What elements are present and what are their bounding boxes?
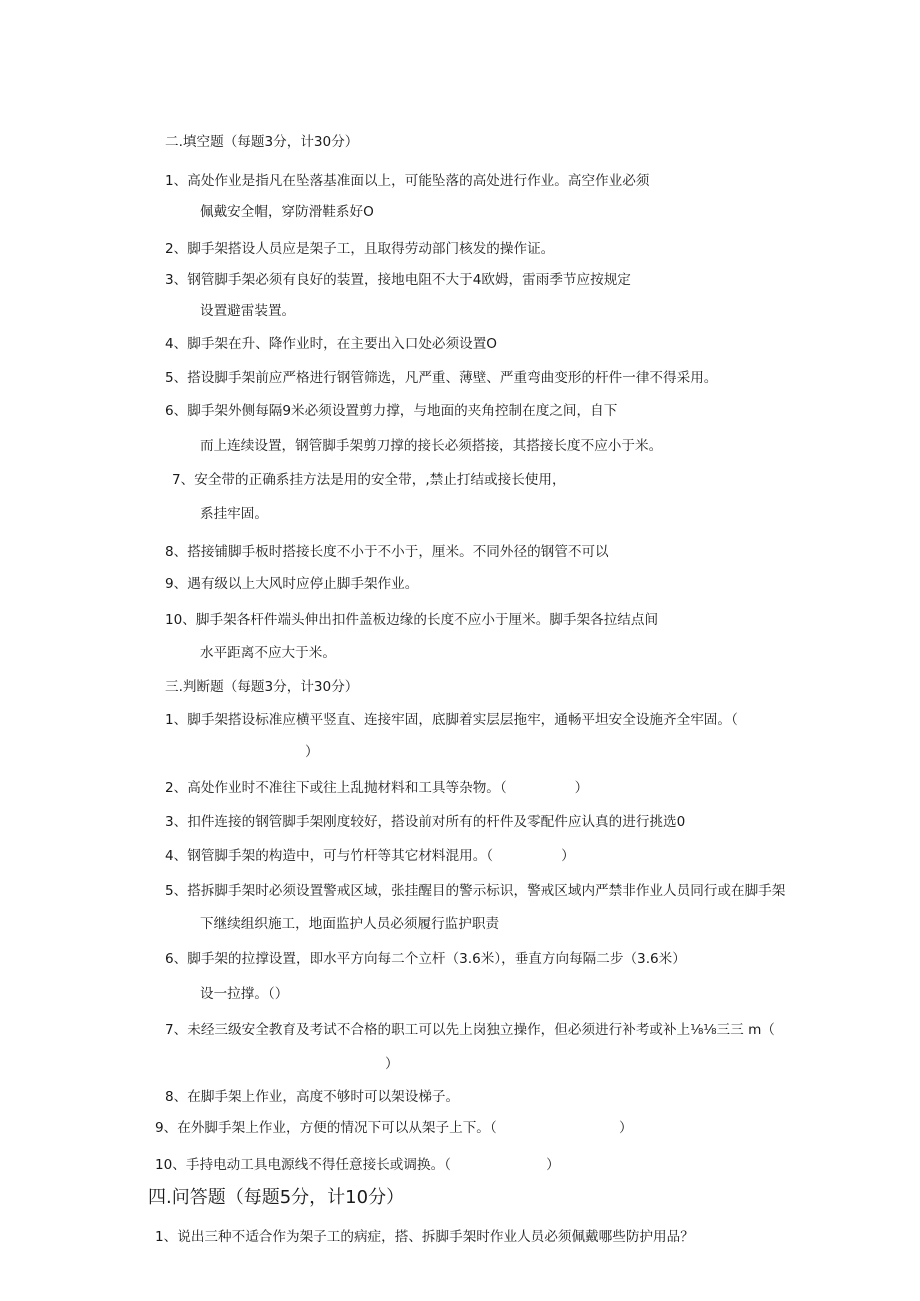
judge-q7-line1: 7、未经三级安全教育及考试不合格的职工可以先上岗独立操作，但必须进行补考或补上⅛⅛三三 m（ — [165, 1022, 775, 1038]
fill-q4: 4、脚手架在升、降作业时，在主要出入口处必须设置O — [165, 336, 498, 352]
section-2-heading: 二.填空题（每题3分，计30分） — [165, 134, 359, 150]
fill-q8: 8、搭接铺脚手板时搭接长度不小于不小于，厘米。不同外径的钢管不可以 — [165, 544, 609, 560]
judge-q8: 8、在脚手架上作业，高度不够时可以架设梯子。 — [165, 1089, 460, 1105]
judge-q7-line2: ） — [385, 1056, 399, 1072]
fill-q3-line2: 设置避雷装置。 — [200, 303, 296, 319]
judge-q6-line2: 设一拉撑。（） — [200, 986, 289, 1002]
judge-q9: 9、在外脚手架上作业，方便的情况下可以从架子上下。（ ） — [155, 1120, 633, 1136]
fill-q1-line1: 1、高处作业是指凡在坠落基准面以上，可能坠落的高处进行作业。高空作业必须 — [165, 173, 650, 189]
judge-q4: 4、钢管脚手架的构造中，可与竹杆等其它材料混用。（ ） — [165, 848, 575, 864]
judge-q1-line2: ） — [305, 744, 319, 760]
fill-q9: 9、遇有级以上大风时应停止脚手架作业。 — [165, 576, 419, 592]
judge-q5-line2: 下继续组织施工，地面监护人员必须履行监护职责 — [200, 916, 500, 932]
fill-q10-line1: 10、脚手架各杆件端头伸出扣件盖板边缘的长度不应小于厘米。脚手架各拉结点间 — [165, 612, 659, 628]
section-4-heading: 四.问答题（每题5分，计10分） — [148, 1187, 405, 1208]
judge-q2: 2、高处作业时不准往下或往上乱抛材料和工具等杂物。（ ） — [165, 780, 589, 796]
judge-q6-line1: 6、脚手架的拉撑设置，即水平方向每二个立杆（3.6米），垂直方向每隔二步（3.6米） — [165, 951, 686, 967]
judge-q3: 3、扣件连接的钢管脚手架刚度较好，搭设前对所有的杆件及零配件应认真的进行挑选0 — [165, 814, 686, 830]
judge-q1-line1: 1、脚手架搭设标准应横平竖直、连接牢固，底脚着实层层拖牢，通畅平坦安全设施齐全牢固。（ — [165, 712, 738, 728]
fill-q3-line1: 3、钢管脚手架必须有良好的装置，接地电阻不大于4欧姆，雷雨季节应按规定 — [165, 272, 631, 288]
judge-q5-line1: 5、搭拆脚手架时必须设置警戒区域，张挂醒目的警示标识，警戒区域内严禁非作业人员同行或在脚手架 — [165, 883, 786, 899]
answer-q1: 1、说出三种不适合作为架子工的病症，搭、拆脚手架时作业人员必须佩戴哪些防护用品？ — [155, 1229, 694, 1245]
fill-q10-line2: 水平距离不应大于米。 — [200, 645, 336, 661]
fill-q6-line2: 而上连续设置，钢管脚手架剪刀撑的接长必须搭接，其搭接长度不应小于米。 — [200, 438, 663, 454]
fill-q7-line2: 系挂牢固。 — [200, 506, 268, 522]
judge-q10: 10、手持电动工具电源线不得任意接长或调换。（ ） — [155, 1157, 560, 1173]
fill-q7-line1: 7、安全带的正确系挂方法是用的安全带，,禁止打结或接长使用， — [172, 472, 566, 488]
fill-q2: 2、脚手架搭设人员应是架子工，且取得劳动部门核发的操作证。 — [165, 241, 555, 257]
fill-q6-line1: 6、脚手架外侧每隔9米必须设置剪力撑，与地面的夹角控制在度之间，自下 — [165, 403, 618, 419]
fill-q1-line2: 佩戴安全帽，穿防滑鞋系好O — [200, 204, 374, 220]
section-3-heading: 三.判断题（每题3分，计30分） — [165, 679, 359, 695]
fill-q5: 5、搭设脚手架前应严格进行钢管筛选，凡严重、薄壁、严重弯曲变形的杆件一律不得采用。 — [165, 370, 718, 386]
